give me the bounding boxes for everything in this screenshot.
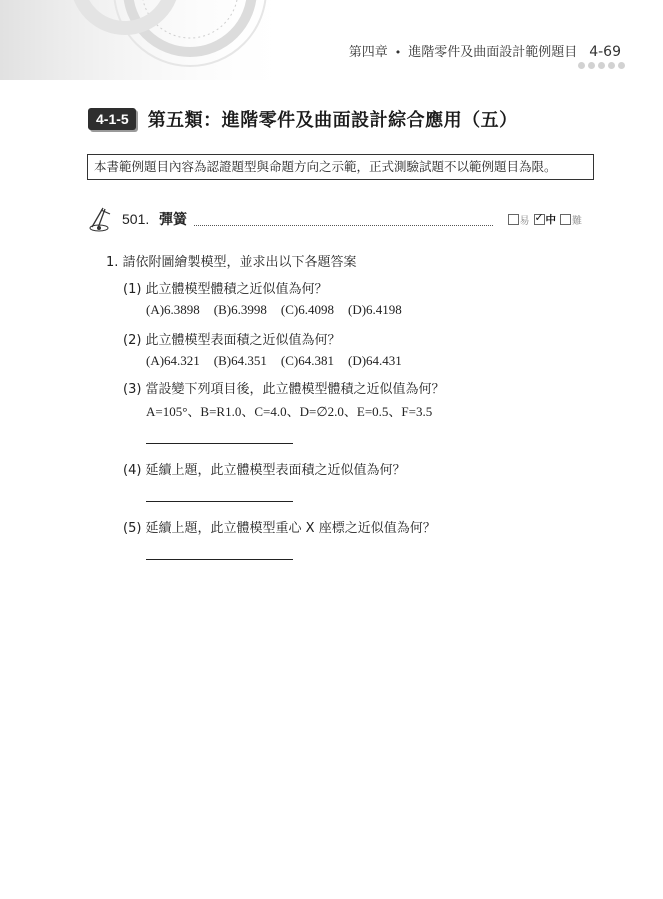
difficulty-easy-checkbox	[508, 214, 519, 225]
option-b: (B)64.351	[213, 353, 267, 368]
option-a: (A)6.3898	[146, 302, 200, 317]
question-name: 彈簧	[159, 212, 187, 228]
sub-question-2: (2) 此立體模型表面積之近似值為何？	[123, 333, 341, 348]
option-b: (B)6.3998	[213, 302, 267, 317]
sub-question-4: (4) 延續上題，此立體模型表面積之近似值為何？	[123, 463, 406, 478]
difficulty-hard-checkbox	[560, 214, 571, 225]
section-title: 第五類：進階零件及曲面設計綜合應用（五）	[147, 110, 518, 131]
question-header	[86, 206, 586, 232]
notice-box: 本書範例題目內容為認證題型與命題方向之示範，正式測驗試題不以範例題目為限。	[87, 154, 594, 180]
page-number: 4-69	[589, 44, 621, 60]
design-change-parameters: A=105°、B=R1.0、C=4.0、D=∅2.0、E=0.5、F=3.5	[146, 404, 433, 419]
answer-line-3	[146, 443, 293, 444]
options-q2	[146, 353, 402, 369]
option-c: (C)64.381	[280, 353, 334, 368]
answer-line-4	[146, 501, 293, 502]
difficulty-medium-checkbox	[534, 214, 545, 225]
running-header	[349, 41, 621, 60]
section-label: 進階零件及曲面設計範例題目	[408, 45, 578, 60]
task-instruction: 1. 請依附圖繪製模型，並求出以下各題答案	[106, 255, 357, 270]
header-bullet: •	[394, 46, 402, 59]
dotted-leader	[194, 225, 493, 226]
sub-question-3: (3) 當設變下列項目後，此立體模型體積之近似值為何？	[123, 382, 445, 397]
option-d: (D)64.431	[347, 353, 402, 368]
difficulty-medium-label: 中	[545, 214, 556, 226]
option-d: (D)6.4198	[347, 302, 402, 317]
drafting-tool-icon	[86, 206, 116, 232]
question-number: 501.	[122, 211, 150, 227]
difficulty-easy-label: 易	[519, 216, 530, 227]
difficulty-indicator	[508, 212, 587, 227]
option-a: (A)64.321	[146, 353, 200, 368]
header-dots	[578, 62, 625, 69]
answer-line-5	[146, 559, 293, 560]
option-c: (C)6.4098	[280, 302, 334, 317]
sub-question-5: (5) 延續上題，此立體模型重心 X 座標之近似值為何？	[123, 521, 436, 536]
section-number-badge: 4-1-5	[88, 108, 136, 130]
difficulty-hard-label: 難	[572, 216, 582, 227]
options-q1	[146, 302, 402, 318]
corner-decoration	[0, 0, 300, 80]
sub-question-1: (1) 此立體模型體積之近似值為何？	[123, 282, 328, 297]
section-heading	[88, 106, 518, 132]
chapter-label: 第四章	[348, 45, 388, 60]
